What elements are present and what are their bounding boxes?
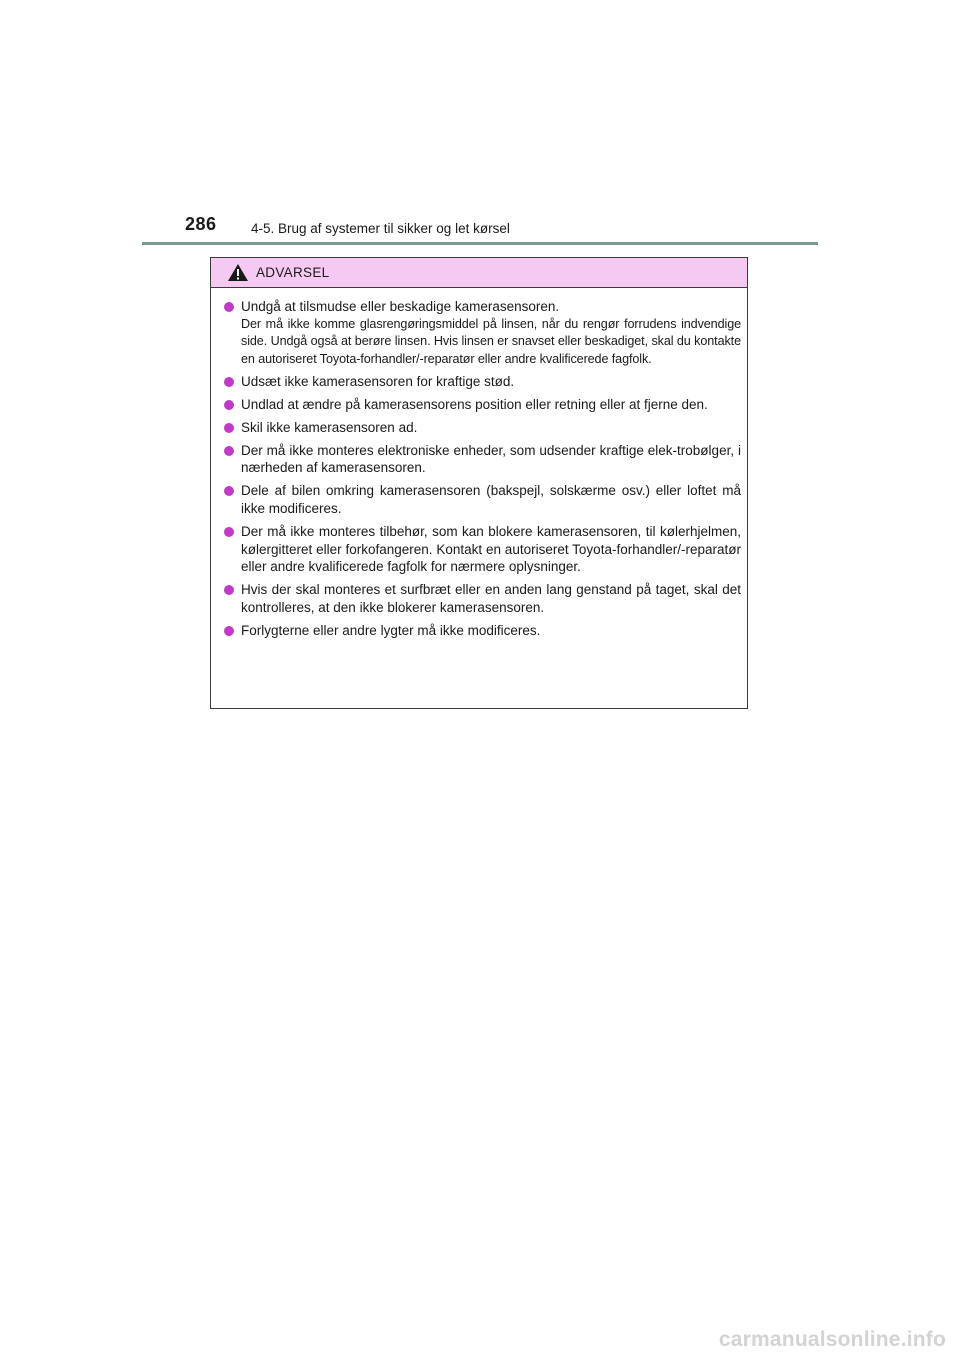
- warning-header: [211, 258, 747, 288]
- warning-item: [224, 396, 741, 414]
- section-title: 4-5. Brug af systemer til sikker og let kørsel: [251, 221, 510, 236]
- warning-item: [224, 622, 741, 640]
- warning-item-text: Der må ikke monteres tilbehør, som kan blokere kamerasensoren, til kølerhjelmen, kølergitteret eller forkofangeren. Kontakt en autoriseret Toyota-forhandler/-reparatør eller andre kvalificerede fagfolk for nærmere oplysninger.: [241, 523, 741, 575]
- bullet-icon: [224, 377, 234, 387]
- bullet-icon: [224, 400, 234, 410]
- warning-item: [224, 523, 741, 576]
- warning-list: [211, 288, 747, 640]
- warning-item-text: Hvis der skal monteres et surfbræt eller en anden lang genstand på taget, skal det kontrolleres, at den ikke blokerer kamerasensoren.: [241, 582, 741, 616]
- warning-item: [224, 482, 741, 518]
- warning-item-text: Forlygterne eller andre lygter må ikke modificeres.: [241, 622, 541, 638]
- bullet-icon: [224, 446, 234, 456]
- watermark-text: carmanualsonline.info: [718, 1328, 946, 1351]
- warning-item: [224, 419, 741, 437]
- bullet-icon: [224, 423, 234, 433]
- warning-item: [224, 373, 741, 391]
- warning-item: [224, 581, 741, 617]
- warning-item-text: Dele af bilen omkring kamerasensoren (bakspejl, solskærme osv.) eller loftet må ikke modificeres.: [241, 483, 741, 517]
- warning-item-text: Undlad at ændre på kamerasensorens position eller retning eller at fjerne den.: [241, 397, 708, 413]
- bullet-icon: [224, 527, 234, 537]
- bullet-icon: [224, 302, 234, 312]
- warning-item-detail: Der må ikke komme glasrengøringsmiddel på linsen, når du rengør forrudens indvendige side. Undgå også at berøre linsen. Hvis linsen er snavset eller beskadiget, skal du kontakte en autoriseret Toyota-forhandler/-reparatør eller andre kvalificerede fagfolk.: [241, 316, 741, 366]
- warning-item-text: Udsæt ikke kamerasensoren for kraftige stød.: [241, 374, 515, 390]
- warning-item-text: Undgå at tilsmudse eller beskadige kamerasensoren.: [241, 299, 560, 314]
- warning-item-text: Der må ikke monteres elektroniske enheder, som udsender kraftige elek-trobølger, i nærheden af kamerasensoren.: [241, 442, 741, 476]
- page-number: 286: [185, 214, 217, 234]
- header-divider: [142, 242, 818, 245]
- warning-box: [210, 257, 748, 709]
- warning-triangle-icon: [227, 263, 249, 282]
- bullet-icon: [224, 585, 234, 595]
- bullet-icon: [224, 486, 234, 496]
- warning-item: [224, 298, 741, 368]
- warning-title: ADVARSEL: [256, 265, 330, 280]
- warning-item-text: Skil ikke kamerasensoren ad.: [241, 419, 418, 435]
- bullet-icon: [224, 626, 234, 636]
- warning-item: [224, 442, 741, 478]
